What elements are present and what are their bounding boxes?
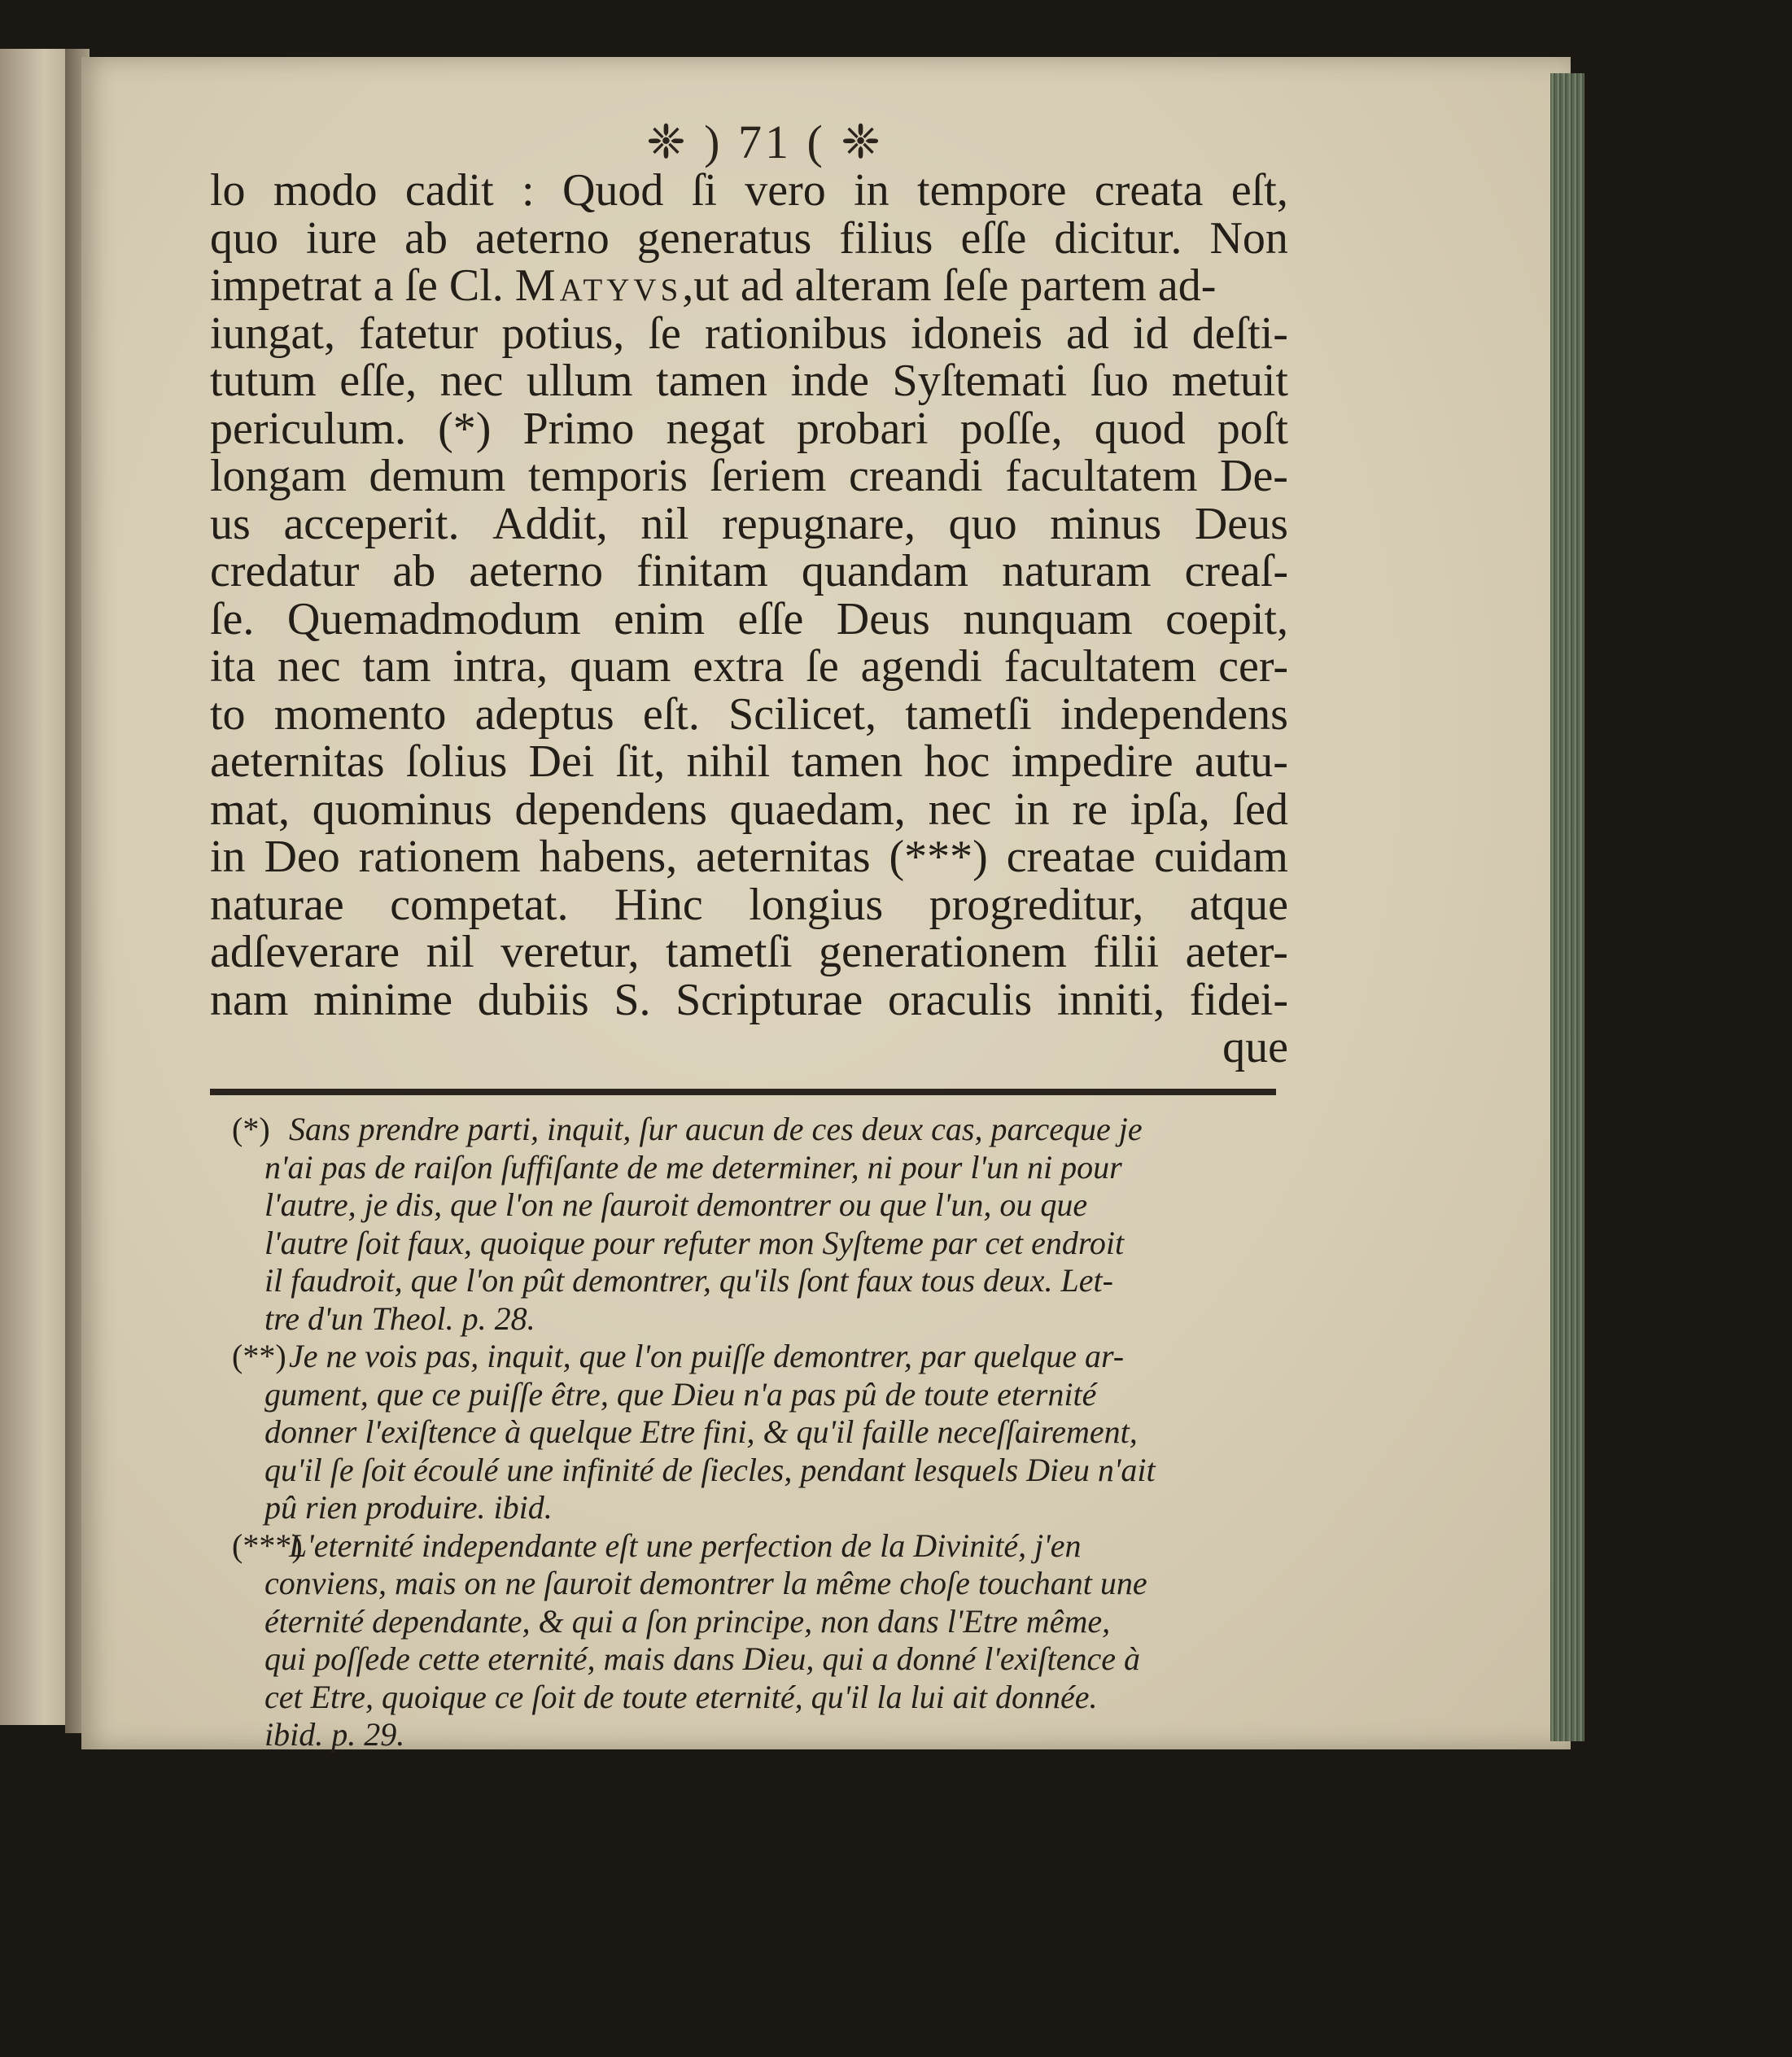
word: Scripturae xyxy=(675,974,863,1025)
page-number-header: ❈ ) 71 ( ❈ xyxy=(646,116,884,168)
word: nec xyxy=(277,641,341,692)
word: Non xyxy=(1209,212,1288,264)
word: finitam xyxy=(636,546,768,596)
word: Deus xyxy=(1194,498,1288,549)
word: dicitur. xyxy=(1054,212,1182,264)
text-line xyxy=(210,262,1288,310)
word: rationibus xyxy=(705,308,887,359)
word: ſolius xyxy=(405,736,508,787)
footnote-line: Je ne vois pas, inquit, que l'on puiſſe demontrer, par quelque ar- xyxy=(289,1338,1125,1374)
footnote-mark: (*) xyxy=(232,1111,270,1147)
word: agendi xyxy=(860,641,982,692)
word: in xyxy=(1014,784,1050,835)
word: deſti- xyxy=(1191,308,1288,359)
word: fidei- xyxy=(1189,974,1288,1025)
word: eſſe, xyxy=(339,356,417,406)
footnotes xyxy=(232,1111,1282,1754)
word: ſed xyxy=(1232,784,1288,835)
word: ita xyxy=(210,641,256,692)
footnote-line: L'eternité independante eſt une perfection de la Divinité, j'en xyxy=(289,1526,1082,1564)
word: Addit, xyxy=(492,498,608,549)
footnote-1 xyxy=(232,1111,1282,1338)
word: Syſtemati xyxy=(892,356,1068,406)
text-line xyxy=(210,643,1288,691)
text-line xyxy=(210,548,1288,596)
text-line xyxy=(210,310,1288,358)
word: tempore xyxy=(917,165,1067,216)
word: nihil xyxy=(686,736,771,787)
text-line xyxy=(210,357,1288,405)
left-page-edge xyxy=(0,49,73,1725)
word: independens xyxy=(1060,688,1288,740)
word: oraculis xyxy=(887,974,1033,1025)
word: extra xyxy=(693,641,785,692)
word: cadit xyxy=(404,165,494,216)
word: iure xyxy=(306,212,378,264)
word: id xyxy=(1133,308,1169,359)
word: ſeriem xyxy=(710,451,827,501)
word: Deo xyxy=(264,832,340,882)
word: minime xyxy=(313,974,453,1025)
word: quam xyxy=(570,641,671,692)
word: hoc xyxy=(924,736,990,787)
word: creatae xyxy=(1006,832,1136,882)
word: Dei xyxy=(528,736,595,787)
footnote-line: pû rien produire. ibid. xyxy=(264,1489,553,1526)
word: acceperit. xyxy=(283,498,460,549)
word: negat xyxy=(666,403,765,454)
word: creata xyxy=(1094,165,1204,216)
footnote-line: l'autre ſoit faux, quoique pour refuter mon Syſteme par cet endroit xyxy=(264,1224,1125,1261)
word: nil xyxy=(426,927,474,977)
catchword: que xyxy=(1222,1022,1288,1072)
word: rationem xyxy=(358,832,521,882)
word: Scilicet, xyxy=(728,688,877,740)
word: dubiis xyxy=(477,974,589,1025)
word: idoneis xyxy=(911,308,1042,359)
word: impedire xyxy=(1011,736,1174,787)
text-line xyxy=(210,452,1288,500)
footnote-line: l'autre, je dis, que l'on ne ſauroit demontrer ou que l'un, ou que xyxy=(264,1186,1088,1223)
word: aeternitas xyxy=(210,736,385,787)
text-segment: ,ut ad alteram ſeſe partem ad- xyxy=(682,260,1217,311)
word: periculum. xyxy=(210,403,407,454)
word: coepit, xyxy=(1165,593,1288,644)
footnote-3 xyxy=(232,1527,1282,1754)
word: nil xyxy=(640,498,689,549)
word: eſſe xyxy=(737,593,804,644)
word: : xyxy=(522,165,535,216)
word: us xyxy=(210,498,251,549)
word: quod xyxy=(1094,403,1186,454)
text-line xyxy=(210,738,1288,786)
word: probari xyxy=(796,403,929,454)
text-line xyxy=(210,593,1288,644)
word: ullum xyxy=(526,356,633,406)
footnote-line: il faudroit, que l'on pût demontrer, qu'ils ſont faux tous deux. Let- xyxy=(264,1262,1113,1299)
word: naturam xyxy=(1002,546,1152,596)
word: aeterno xyxy=(469,546,604,596)
word: tametſi xyxy=(666,927,793,977)
word: poſt xyxy=(1217,403,1288,454)
word: adſeverare xyxy=(210,927,400,977)
word: dependens xyxy=(514,784,707,835)
word: nec xyxy=(439,356,504,406)
word: (*) xyxy=(438,403,492,454)
word: filii xyxy=(1093,927,1160,977)
text-line xyxy=(210,212,1288,264)
word: lo xyxy=(210,165,246,216)
word: metuit xyxy=(1171,356,1288,406)
word: cuidam xyxy=(1154,832,1288,882)
footnote-line: conviens, mais on ne ſauroit demontrer la même choſe touchant une xyxy=(264,1565,1147,1601)
word: tamen xyxy=(656,356,767,406)
word: longam xyxy=(210,451,347,501)
word: quominus xyxy=(312,784,492,835)
word: vero xyxy=(745,165,826,216)
word: ſe xyxy=(648,308,681,359)
word: cer- xyxy=(1218,641,1288,692)
word: Deus xyxy=(836,593,930,644)
word: generatus xyxy=(636,212,812,264)
word: Hinc xyxy=(614,879,703,930)
footnote-line: cet Etre, quoique ce ſoit de toute eternité, qu'il la lui ait donnée. xyxy=(264,1678,1098,1715)
word: potius, xyxy=(501,308,625,359)
word: aeternitas xyxy=(696,832,871,882)
word: creaſ- xyxy=(1184,546,1288,596)
word: competat. xyxy=(390,879,569,930)
word: Primo xyxy=(522,403,635,454)
word: facultatem xyxy=(1005,451,1198,501)
word: in xyxy=(210,832,246,882)
word: ab xyxy=(392,546,436,596)
word: inniti, xyxy=(1056,974,1165,1025)
footnote-line: donner l'exiſtence à quelque Etre fini, & qu'il faille neceſſairement, xyxy=(264,1413,1138,1450)
author-name: Matyvs xyxy=(514,260,683,311)
footnote-line: qui poſſede cette eternité, mais dans Dieu, qui a donné l'exiſtence à xyxy=(264,1640,1141,1677)
word: aeter- xyxy=(1185,927,1288,977)
footnote-line: qu'il ſe ſoit écoulé une infinité de ſiecles, pendant lesquels Dieu n'ait xyxy=(264,1451,1156,1488)
footnote-line: n'ai pas de raiſon ſuffiſante de me determiner, ni pour l'un ni pour xyxy=(264,1148,1122,1186)
word: Quemadmodum xyxy=(286,593,581,644)
text-line xyxy=(210,167,1288,215)
word: facultatem xyxy=(1003,641,1197,692)
page-edges xyxy=(1550,73,1584,1741)
footnote-line: gument, que ce puiſſe être, que Dieu n'a pas pû de toute eternité xyxy=(264,1375,1097,1413)
word: nec xyxy=(928,784,992,835)
word: quaedam, xyxy=(729,784,906,835)
word: Quod xyxy=(562,165,664,216)
word: mat, xyxy=(210,784,290,835)
footnote-mark: (***) xyxy=(232,1526,303,1564)
word: generationem xyxy=(819,927,1067,977)
word: aeterno xyxy=(474,212,610,264)
word: ſit, xyxy=(615,736,666,787)
word: credatur xyxy=(210,546,360,596)
word: iungat, xyxy=(210,308,335,359)
word: De- xyxy=(1220,451,1288,501)
word: intra, xyxy=(452,641,549,692)
word: poſſe, xyxy=(959,403,1063,454)
word: momento xyxy=(273,688,447,740)
footnote-2 xyxy=(232,1338,1282,1527)
text-line xyxy=(210,928,1288,976)
word: naturae xyxy=(210,879,344,930)
word: eſſe xyxy=(960,212,1027,264)
word: ipſa, xyxy=(1130,784,1210,835)
word: tam xyxy=(362,641,431,692)
word: temporis xyxy=(527,451,688,501)
main-text xyxy=(210,167,1288,1072)
word: repugnare, xyxy=(722,498,916,549)
word: ſi xyxy=(691,165,717,216)
word: nam xyxy=(210,974,289,1025)
word: modo xyxy=(273,165,378,216)
word: ſe xyxy=(806,641,839,692)
word: tametſi xyxy=(905,688,1032,740)
footnote-line: ibid. p. 29. xyxy=(264,1716,405,1753)
footnote-rule xyxy=(210,1089,1276,1095)
word: habens, xyxy=(539,832,678,882)
text-line xyxy=(210,405,1288,453)
word: autu- xyxy=(1194,736,1288,787)
word: ad xyxy=(1066,308,1109,359)
word: atque xyxy=(1189,879,1288,930)
footnote-mark: (**) xyxy=(232,1338,286,1374)
text-line xyxy=(210,500,1288,548)
word: (***) xyxy=(889,832,988,882)
word: ab xyxy=(404,212,448,264)
word: fatetur xyxy=(359,308,479,359)
text-line xyxy=(210,786,1288,834)
word: progreditur, xyxy=(929,879,1144,930)
text-segment: impetrat a ſe Cl. xyxy=(210,260,504,311)
word: tutum xyxy=(210,356,317,406)
word: demum xyxy=(369,451,506,501)
word: tamen xyxy=(791,736,903,787)
footnote-line: Sans prendre parti, inquit, ſur aucun de ces deux cas, parceque je xyxy=(289,1111,1143,1147)
word: adeptus xyxy=(474,688,614,740)
word: quandam xyxy=(801,546,969,596)
word: to xyxy=(210,688,246,740)
word: ſuo xyxy=(1090,356,1149,406)
word: nunquam xyxy=(963,593,1133,644)
word: eſt, xyxy=(1230,165,1288,216)
word: S. xyxy=(614,974,651,1025)
word: veretur, xyxy=(500,927,640,977)
text-line xyxy=(210,688,1288,740)
footnote-line: éternité dependante, & qui a ſon principe, non dans l'Etre même, xyxy=(264,1602,1111,1640)
word: eſt. xyxy=(642,688,700,740)
word: longius xyxy=(749,879,884,930)
text-line xyxy=(210,881,1288,929)
footnote-line: tre d'un Theol. p. 28. xyxy=(264,1299,535,1337)
text-line xyxy=(210,833,1288,881)
word: creandi xyxy=(848,451,983,501)
word: filius xyxy=(839,212,933,264)
word: inde xyxy=(790,356,869,406)
word: minus xyxy=(1050,498,1162,549)
text-line xyxy=(210,976,1288,1024)
word: enim xyxy=(614,593,706,644)
word: in xyxy=(854,165,889,216)
word: re xyxy=(1072,784,1108,835)
word: quo xyxy=(948,498,1017,549)
word: ſe. xyxy=(210,593,255,644)
word: quo xyxy=(210,212,278,264)
